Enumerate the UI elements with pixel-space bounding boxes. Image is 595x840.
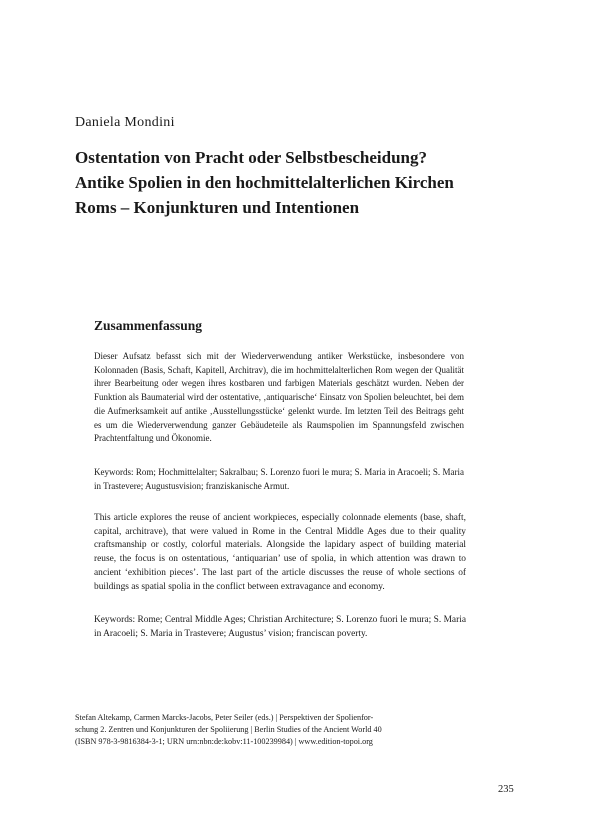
german-keywords-text: Keywords: Rom; Hochmittelalter; Sakralbau; S. Lorenzo fuori le mura; S. Maria in Aracoeli; S. Maria in Trastevere; Augustusvision; franziskanische Armut. bbox=[94, 467, 464, 491]
citation-footer bbox=[75, 712, 435, 749]
title-line: Antike Spolien in den hochmittelalterlichen Kirchen bbox=[75, 173, 454, 192]
german-keywords bbox=[94, 466, 464, 493]
german-abstract-text: Dieser Aufsatz befasst sich mit der Wiederverwendung antiker Werkstücke, insbesondere von Kolonnaden (Basis, Schaft, Kapitell, Architrav), die im hochmittelalterlichen Rom wegen der Qualität ihrer Bearbeitung oder wegen ihres kostbaren und farbigen Materials geschätzt wurden. Neben der Funktion als Baumaterial wird der ostentative, ‚antiquarische‘ Einsatz von Spolien beleuchtet, bei dem die Aufmerksamkeit auf antike ‚Ausstellungsstücke‘ gelenkt wurde. Im letzten Teil des Beitrags geht es um die Wiederverwendung ganzer Gebäudeteile als Raumspolien im Spannungsfeld zwischen Prachtentfaltung und Ökonomie. bbox=[94, 351, 464, 444]
author-name: Daniela Mondini bbox=[75, 115, 175, 130]
english-abstract-text: This article explores the reuse of ancient workpieces, especially colonnade elements (base, shaft, capital, architrave), that were valued in Rome in the Central Middle Ages due to their quality craftsmanship or costly, colorful materials. Alongside the lapidary aspect of building material reuse, the focus is on ostentatious, ‘antiquarian’ use of spolia, in which attention was drawn to ancient ‘exhibition pieces’. The last part of the article discusses the reuse of whole sections of buildings as spatial spolia in the conflict between extravagance and economy. bbox=[94, 513, 466, 592]
page-number: 235 bbox=[498, 784, 514, 795]
section-heading: Zusammenfassung bbox=[94, 318, 203, 333]
article-title bbox=[75, 145, 545, 220]
citation-line: Stefan Altekamp, Carmen Marcks-Jacobs, Peter Seiler (eds.) | Perspektiven der Spolienfor- bbox=[75, 713, 374, 722]
citation-line: (ISBN 978-3-9816384-3-1; URN urn:nbn:de:kobv:11-100239984) | www.edition-topoi.org bbox=[75, 737, 373, 747]
title-line: Ostentation von Pracht oder Selbstbescheidung? bbox=[75, 148, 427, 167]
english-abstract bbox=[94, 512, 466, 594]
citation-line: schung 2. Zentren und Konjunkturen der Spoliierung | Berlin Studies of the Ancient World 40 bbox=[75, 725, 382, 735]
english-keywords bbox=[94, 614, 466, 641]
english-keywords-text: Keywords: Rome; Central Middle Ages; Christian Architecture; S. Lorenzo fuori le mura; S. Maria in Aracoeli; S. Maria in Trastevere; Augustus’ vision; franciscan poverty. bbox=[94, 615, 466, 639]
german-abstract bbox=[94, 350, 464, 446]
title-line: Roms – Konjunkturen und Intentionen bbox=[75, 198, 360, 217]
